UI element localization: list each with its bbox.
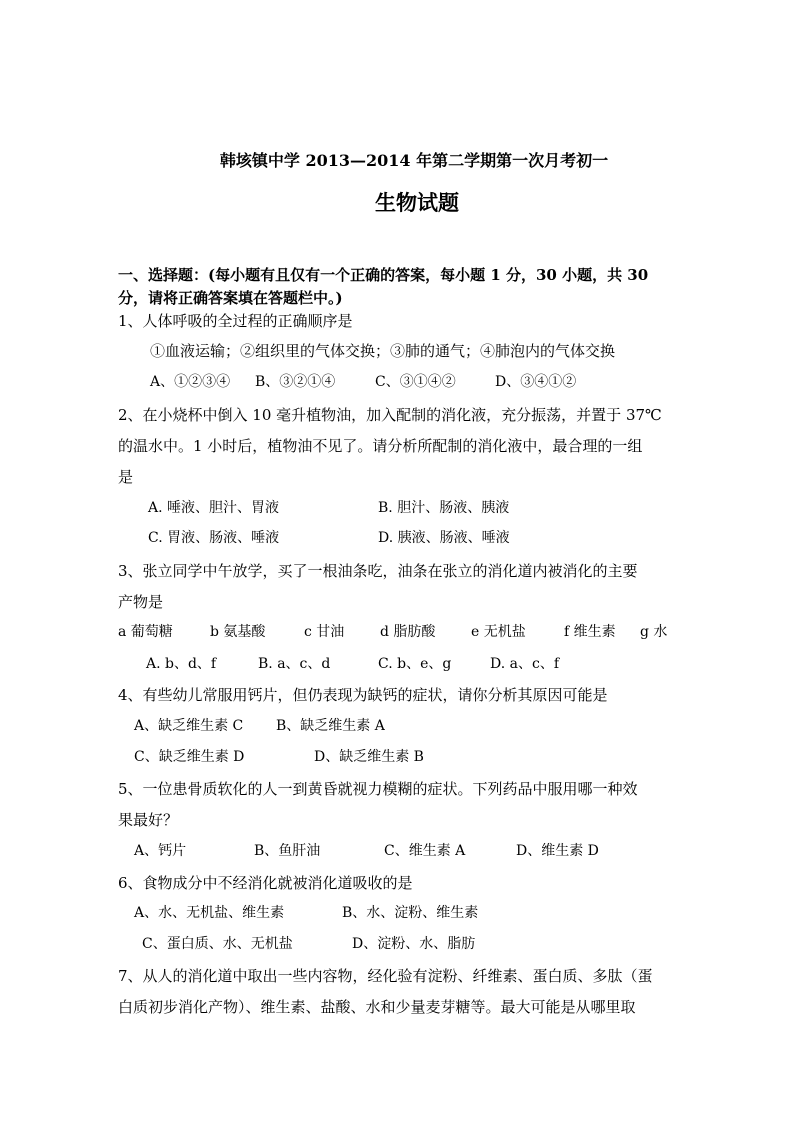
q3-stem-1: 3、张立同学中午放学，买了一根油条吃，油条在张立的消化道内被消化的主要 xyxy=(118,562,638,580)
q4-option-a: A、缺乏维生素 C xyxy=(134,718,244,734)
q5-option-b: B、鱼肝油 xyxy=(254,843,321,859)
q1-items: ①血液运输；②组织里的气体交换；③肺的通气；④肺泡内的气体交换 xyxy=(150,342,616,360)
q1-stem: 1、人体呼吸的全过程的正确顺序是 xyxy=(118,312,353,330)
q4-option-c: C、缺乏维生素 D xyxy=(134,749,245,765)
q3-item-a: a 葡萄糖 xyxy=(118,624,173,640)
q5-stem-1: 5、一位患骨质软化的人一到黄昏就视力模糊的症状。下列药品中服用哪一种效 xyxy=(118,780,638,798)
q2-stem-3: 是 xyxy=(118,468,134,486)
q3-item-d: d 脂肪酸 xyxy=(380,624,436,640)
q1-option-a: A、①②③④ xyxy=(150,374,231,390)
q1-option-c: C、③①④② xyxy=(375,374,456,390)
q1-option-d: D、③④①② xyxy=(495,374,577,390)
q3-item-e: e 无机盐 xyxy=(471,624,526,640)
q7-stem-2: 白质初步消化产物）、维生素、盐酸、水和少量麦芽糖等。最大可能是从哪里取 xyxy=(118,998,636,1016)
q3-option-a: A. b、d、f xyxy=(146,656,217,672)
school-title: 韩垓镇中学 2013—2014 年第二学期第一次月考初一 xyxy=(219,151,609,170)
q2-option-c: C. 胃液、肠液、唾液 xyxy=(148,530,280,546)
q3-stem-2: 产物是 xyxy=(118,593,164,611)
q4-option-d: D、缺乏维生素 B xyxy=(314,749,424,765)
q3-item-c: c 甘油 xyxy=(304,624,345,640)
q6-option-d: D、淀粉、水、脂肪 xyxy=(352,936,476,952)
q2-stem-1: 2、在小烧杯中倒入 10 毫升植物油，加入配制的消化液，充分振荡，并置于 37℃ xyxy=(118,406,662,424)
q3-item-f: f 维生素 xyxy=(564,624,616,640)
q3-option-c: C. b、e、g xyxy=(378,656,452,672)
q6-stem: 6、食物成分中不经消化就被消化道吸收的是 xyxy=(118,874,413,892)
q5-option-c: C、维生素 A xyxy=(384,843,466,859)
q2-option-b: B. 胆汁、肠液、胰液 xyxy=(378,500,510,516)
q3-option-d: D. a、c、f xyxy=(490,656,559,672)
q4-option-b: B、缺乏维生素 A xyxy=(276,718,385,734)
q3-item-b: b 氨基酸 xyxy=(210,624,266,640)
q3-item-g: g 水 xyxy=(640,624,668,640)
q6-option-b: B、水、淀粉、维生素 xyxy=(342,905,479,921)
q7-stem-1: 7、从人的消化道中取出一些内容物，经化验有淀粉、纤维素、蛋白质、多肽（蛋 xyxy=(118,967,653,985)
q2-stem-2: 的温水中。1 小时后，植物油不见了。请分析所配制的消化液中，最合理的一组 xyxy=(118,437,643,455)
q5-stem-2: 果最好？ xyxy=(118,811,179,829)
subject-title: 生物试题 xyxy=(375,190,459,215)
q6-option-a: A、水、无机盐、维生素 xyxy=(134,905,285,921)
q5-option-a: A、钙片 xyxy=(134,843,187,859)
q4-stem: 4、有些幼儿常服用钙片，但仍表现为缺钙的症状，请你分析其原因可能是 xyxy=(118,686,608,704)
q5-option-d: D、维生素 D xyxy=(516,843,599,859)
q1-option-b: B、③②①④ xyxy=(255,374,336,390)
q2-option-a: A. 唾液、胆汁、胃液 xyxy=(148,500,280,516)
q6-option-c: C、蛋白质、水、无机盐 xyxy=(142,936,293,952)
section-instructions-line1: 一、选择题：(每小题有且仅有一个正确的答案，每小题 1 分，30 小题，共 30 xyxy=(118,266,649,284)
q2-option-d: D. 胰液、肠液、唾液 xyxy=(378,530,510,546)
section-instructions-line2: 分，请将正确答案填在答题栏中。) xyxy=(118,289,343,307)
q3-option-b: B. a、c、d xyxy=(258,656,331,672)
